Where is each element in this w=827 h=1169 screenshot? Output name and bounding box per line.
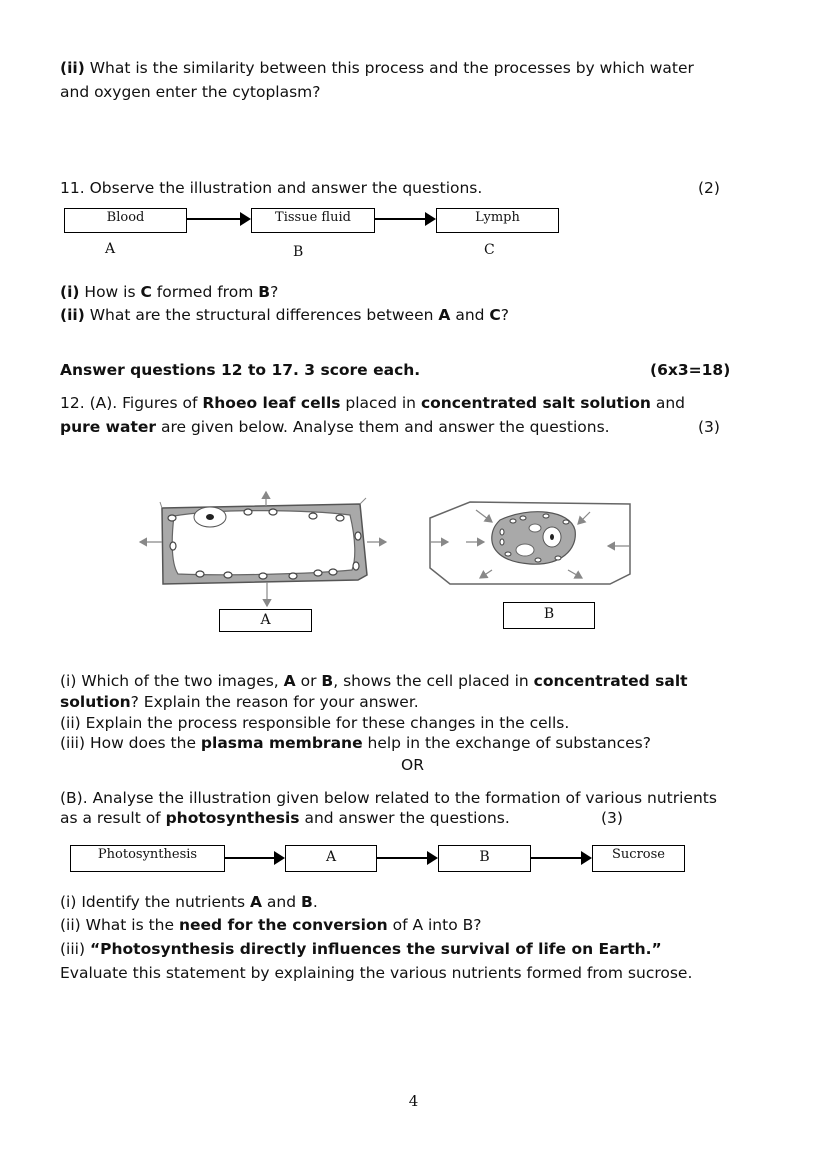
q12b-part-i: (i) Identify the nutrients A and B. <box>60 893 318 911</box>
cell-a-turgid <box>140 492 386 606</box>
q12a-part-i-cont: solution? Explain the reason for your answer. <box>60 693 419 711</box>
q12b-part-ii: (ii) What is the need for the conversion of A into B? <box>60 916 482 934</box>
q12b-score: (3) <box>601 809 623 827</box>
q12a-line1: 12. (A). Figures of Rhoeo leaf cells placed in concentrated salt solution and <box>60 394 685 412</box>
q12a-line2: pure water are given below. Analyse them and answer the questions. <box>60 418 610 436</box>
q12b-line1: (B). Analyse the illustration given below related to the formation of various nutrients <box>60 789 717 807</box>
q11-part-i: (i) How is C formed from B? <box>60 283 279 301</box>
label-b: B <box>293 244 304 260</box>
flow-arrow <box>531 857 590 859</box>
q12a-part-iii: (iii) How does the plasma membrane help in the exchange of substances? <box>60 734 651 752</box>
q10-part-ii-line1: (ii) What is the similarity between this process and the processes by which water <box>60 59 694 77</box>
fig-label-box-a: A <box>219 609 312 632</box>
or-divider: OR <box>401 756 424 774</box>
q11-score: (2) <box>698 179 720 197</box>
q12a-part-ii: (ii) Explain the process responsible for these changes in the cells. <box>60 714 570 732</box>
fig-label-box-b: B <box>503 602 595 629</box>
q10-part-ii-line2: and oxygen enter the cytoplasm? <box>60 83 321 101</box>
flow-box-b: B <box>438 845 531 872</box>
flow-arrow <box>377 857 436 859</box>
flow-box-lymph: Lymph <box>436 208 559 233</box>
flow-box-tissue-fluid: Tissue fluid <box>251 208 375 233</box>
q12a-score: (3) <box>698 418 720 436</box>
q11-question: 11. Observe the illustration and answer the questions. <box>60 179 483 197</box>
q11-part-ii: (ii) What are the structural differences between A and C? <box>60 306 510 324</box>
flow-box-sucrose: Sucrose <box>592 845 685 872</box>
section-heading: Answer questions 12 to 17. 3 score each. <box>60 361 421 379</box>
label-a: A <box>105 241 116 257</box>
q12b-part-iii: (iii) “Photosynthesis directly influences the survival of life on Earth.” <box>60 940 662 958</box>
flow-arrow <box>225 857 283 859</box>
q12b-line2: as a result of photosynthesis and answer the questions. <box>60 809 510 827</box>
flow-box-a: A <box>285 845 377 872</box>
flow-arrow <box>187 218 249 220</box>
q12a-part-i: (i) Which of the two images, A or B, shows the cell placed in concentrated salt <box>60 672 688 690</box>
label-c: C <box>484 242 495 258</box>
page-number: 4 <box>408 1092 419 1110</box>
cell-b-plasmolysed <box>430 502 630 584</box>
section-marks: (6x3=18) <box>650 361 731 379</box>
q12b-part-iv: Evaluate this statement by explaining the various nutrients formed from sucrose. <box>60 964 693 982</box>
flow-box-blood: Blood <box>64 208 187 233</box>
flow-box-photosynthesis: Photosynthesis <box>70 845 225 872</box>
flow-arrow <box>375 218 434 220</box>
